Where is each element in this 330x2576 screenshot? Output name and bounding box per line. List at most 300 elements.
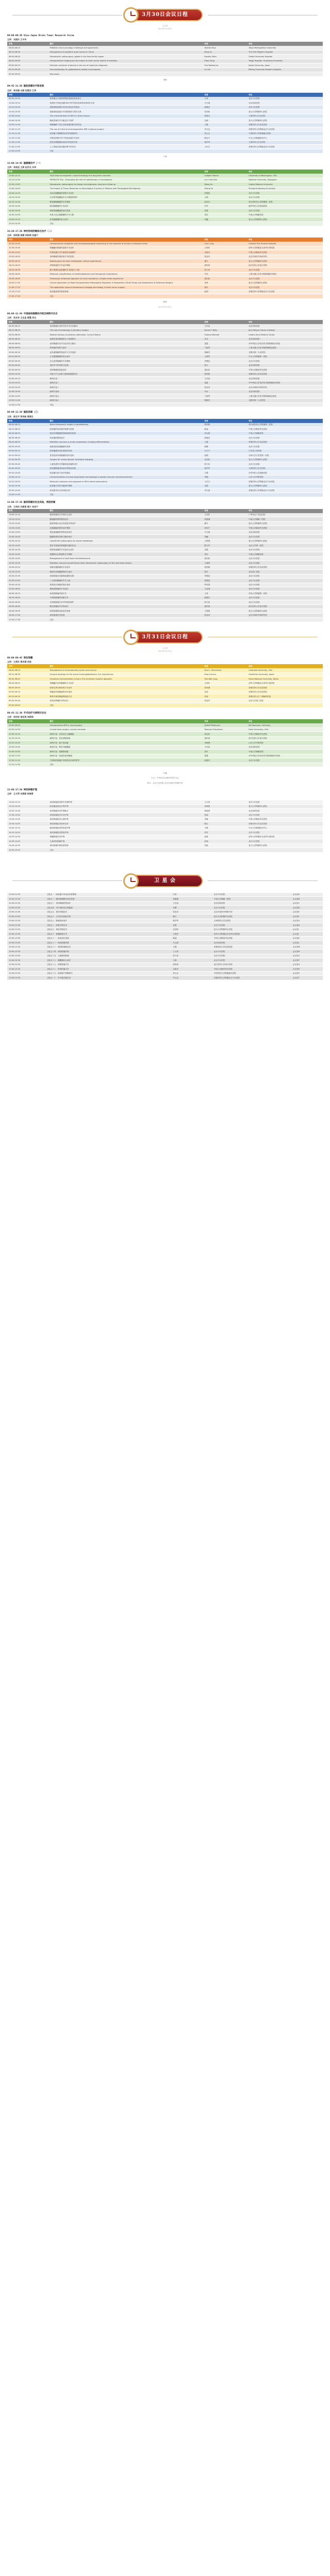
cell-speaker: 杨瑞青	[203, 809, 247, 813]
cell-speaker: 吴震	[171, 923, 212, 927]
cell-org: 首都医科大学附属北京天坛医院	[247, 290, 323, 294]
cell-speaker: 王任直	[203, 324, 247, 328]
table-row	[7, 914, 323, 919]
column-header-topic: 题目	[50, 796, 54, 799]
cell-speaker: 吴震	[203, 209, 247, 213]
cell-topic: 病例讨论：岩斜区巨大脑膜瘤	[48, 732, 203, 736]
cell-org: 中南大学湘雅医院	[247, 552, 323, 556]
cell-time: 08:35-08:45	[7, 337, 48, 341]
table-row	[7, 290, 323, 294]
cell-org: 复旦大学附属华山医院	[247, 484, 323, 488]
cell-speaker: 鲁晓杰	[203, 398, 247, 402]
table-row	[7, 579, 323, 583]
table-row	[7, 539, 323, 543]
table-row	[7, 272, 323, 276]
cell-topic: 脊髓髓内室管膜瘤的手术治疗	[48, 681, 203, 685]
cell-time: 11:50-12:00	[7, 149, 48, 153]
cell-topic: 卫星会五：神经内镜技术	[45, 910, 171, 914]
cell-speaker: 陈文华	[203, 544, 247, 548]
table-row	[7, 101, 323, 105]
session-chair: 主持：周良辅 毛颖 赵继宗 江涛	[7, 89, 37, 92]
cell-org: Seoul National University, Korea	[247, 677, 323, 681]
cell-topic: 卫星会十七：颅咽管瘤手术	[45, 962, 171, 967]
cell-speaker: 王任直	[171, 901, 212, 905]
column-header-topic: 题目	[48, 664, 203, 668]
cell-org: 无锡市第二人民医院	[247, 398, 323, 402]
cell-topic: 颅底重建技术进展	[48, 613, 203, 617]
table-row	[7, 910, 323, 914]
table-row	[7, 822, 323, 826]
cell-topic: 卫星会十一：免疫治疗进展	[45, 936, 171, 940]
cell-speaker: 周定标	[203, 732, 247, 736]
cell-speaker: 李储忠	[203, 574, 247, 578]
cell-time: 08:30-08:45	[7, 55, 48, 59]
cell-topic: Radiation necrosis vs tumor progression: imaging differentiation	[48, 440, 203, 444]
table-row	[7, 457, 323, 462]
cell-org: 中国人民解放军总医院	[247, 526, 323, 530]
table-row	[7, 385, 323, 389]
cell-speaker: 乔慧	[171, 906, 212, 910]
cell-room: 会议室P	[291, 958, 323, 962]
cell-topic: Discussion	[48, 72, 203, 76]
cell-org: Chinese PLA General Hospital	[247, 242, 323, 246]
table-row	[7, 954, 323, 958]
cell-topic: 脊髓髓内肿瘤的显微手术治疗	[48, 246, 203, 250]
cell-speaker: 王文荣	[171, 950, 212, 954]
table-header-row	[7, 238, 323, 242]
cell-time: 10:05-10:15	[7, 475, 48, 479]
cell-time: 14:40-14:50	[7, 209, 48, 213]
column-header-org: 单位	[247, 719, 323, 723]
cell-speaker: 王贵怀	[203, 681, 247, 685]
column-header-org: 单位	[247, 93, 323, 97]
session-chair: 主持：张亚卓 王任直 雷霆 幸兵	[7, 316, 37, 319]
cell-time: 12:00-12:30	[7, 945, 45, 949]
table-row	[7, 127, 323, 131]
cell-time: 13:55-14:05	[7, 535, 48, 539]
table-row	[7, 517, 323, 521]
table-row	[7, 971, 323, 975]
cell-time: 15:35-15:45	[7, 579, 48, 583]
column-header-topic: 题目	[48, 238, 203, 242]
cell-speaker: 王伟民	[203, 513, 247, 517]
cell-topic: Intraoperative MRI in neurosurgery	[48, 723, 203, 727]
cell-speaker: 余新光	[171, 967, 212, 971]
cell-time: 09:35-09:45	[7, 703, 48, 707]
cell-topic: 脑膜转移的诊断与鞘内治疗	[48, 535, 203, 539]
cell-speaker: 陈忠平	[203, 136, 247, 140]
cell-org: 北京天坛医院	[247, 195, 323, 199]
column-header-org: 单位	[247, 509, 323, 513]
cell-topic: 讨论	[48, 618, 203, 622]
cell-topic: 后颅窝肿瘤手术中的神经保护	[48, 600, 203, 604]
table-row	[7, 681, 323, 685]
session-10	[7, 789, 323, 853]
table-row	[7, 736, 323, 740]
table-row	[7, 750, 323, 754]
cell-time: 09:45-09:55	[7, 723, 48, 727]
cell-speaker: 王磊	[203, 440, 247, 444]
cell-speaker: 王磊	[203, 123, 247, 127]
table-row	[7, 583, 323, 587]
cell-org: 复旦大学附属华山医院	[212, 927, 291, 931]
cell-speaker: 毛颖	[203, 118, 247, 123]
cell-speaker	[203, 618, 247, 622]
table-row	[7, 839, 323, 843]
cell-topic: 胶质瘤干细胞靶向治疗的基础研究	[48, 131, 203, 135]
cell-speaker	[203, 222, 247, 226]
cell-org: 复旦大学附属华山医院	[247, 843, 323, 848]
cell-speaker: 宋琦	[203, 281, 247, 285]
column-header-name: 讲者	[203, 419, 247, 423]
cell-speaker: 王硕	[171, 958, 212, 962]
cell-org: 北京市神经外科研究所	[247, 385, 323, 389]
cell-speaker: 王任直	[203, 377, 247, 381]
cell-org: 中国人民解放军总医院	[247, 250, 323, 255]
cell-speaker: 王任直	[203, 745, 247, 749]
cell-topic: 卫星会十四：神经肿瘤护理	[45, 950, 171, 954]
cell-topic: Skull base meningioma: surgical strategy and long-term outcome	[48, 174, 203, 178]
cell-speaker: 吴震	[203, 548, 247, 552]
clock-icon	[123, 7, 139, 23]
cell-time: 14:05-14:15	[7, 826, 48, 830]
cell-speaker: 刘庆	[203, 552, 247, 556]
cell-speaker: 李文斌	[203, 488, 247, 493]
cell-topic: 脑转移瘤立体定向放射外科治疗	[48, 521, 203, 526]
cell-topic: 卫星会七：肿瘤电场治疗	[45, 919, 171, 923]
cell-topic: 病例讨论二	[48, 381, 203, 385]
cell-topic: PROMOTE Trial - Evaluating the role of radiotherapy in meningioma	[48, 178, 203, 182]
cell-speaker: 朱巍	[203, 217, 247, 222]
cell-org: 天津医科大学总医院	[247, 114, 323, 118]
table-row	[7, 368, 323, 372]
cell-room: 会议室R	[291, 967, 323, 971]
table-row	[7, 530, 323, 534]
cell-speaker: 李文良	[203, 127, 247, 131]
cell-org: 中国人民解放军总医院	[212, 936, 291, 940]
cell-topic: 颅眶沟通肿瘤的手术治疗	[48, 565, 203, 569]
cell-topic: Cranial base surgery: current concepts	[48, 727, 203, 732]
cell-time: 12:00-12:30	[7, 914, 45, 919]
cell-org: 无锡市第二人民医院	[247, 350, 323, 354]
day2-date: 2013年3月31日	[158, 650, 172, 653]
table-row	[7, 826, 323, 830]
day1-banner-title: 3月30日会议日程	[142, 11, 188, 18]
cell-time: 16:35-16:45	[7, 272, 48, 276]
schedule-table	[7, 93, 323, 154]
table-row	[7, 346, 323, 350]
cell-topic: Clinical Application of Rapid Intraoperative Pathological Diagnosis: A Prospective Cohort Study and Assessment of Detection Margins	[48, 281, 203, 285]
cell-org: 北京天坛医院	[247, 191, 323, 195]
cell-org: 复旦大学附属华山医院	[247, 259, 323, 263]
cell-topic: 卫星会一：胶质瘤个体化治疗新策略	[45, 893, 171, 897]
cell-time: 12:00-12:30	[7, 962, 45, 967]
cell-speaker: Liu Lei	[203, 67, 247, 72]
table-row	[7, 535, 323, 539]
cell-org: 苏州大学附属第一医院	[247, 591, 323, 596]
cell-time: 14:35-14:45	[7, 839, 48, 843]
cell-time: 14:45-14:55	[7, 556, 48, 561]
cell-speaker	[203, 848, 247, 852]
cell-time: 08:30-08:45	[7, 677, 48, 681]
cell-time: 08:15-08:25	[7, 427, 48, 431]
cell-time: 09:45-10:00	[7, 97, 48, 101]
cell-speaker: 蒋传路	[203, 423, 247, 427]
cell-time: 09:55-10:05	[7, 727, 48, 732]
table-row	[7, 97, 323, 101]
cell-time: 10:35-10:45	[7, 745, 48, 749]
cell-time: 15:35-15:45	[7, 246, 48, 250]
table-row	[7, 893, 323, 897]
cell-speaker: 菅凤增	[203, 686, 247, 690]
cell-speaker: 张亚卓	[203, 255, 247, 259]
table-row	[7, 484, 323, 488]
column-header-name: 讲者	[203, 93, 247, 97]
table-row	[7, 445, 323, 449]
cell-org: 上海交通大学医学院附属瑞金医院	[247, 394, 323, 398]
schedule-table	[7, 238, 323, 298]
cell-time: 16:15-16:25	[7, 596, 48, 600]
cell-org: Duke University, USA	[247, 727, 323, 732]
table-row	[7, 363, 323, 367]
table-row	[7, 677, 323, 681]
cell-topic: 讨论	[48, 403, 203, 407]
cell-time: 10:20-10:30	[7, 110, 48, 114]
cell-org: 中国医科大学附属盛京医院	[247, 131, 323, 135]
cell-speaker: 吴劲松	[203, 457, 247, 462]
cell-topic: Endoscopic endonasal approach to clival chordoma: a single center experience	[48, 277, 203, 281]
cell-time: 13:45-14:00	[7, 187, 48, 191]
cell-org: 北京协和医院	[247, 809, 323, 813]
cell-speaker: 王引言	[203, 480, 247, 484]
cell-time: 13:25-13:35	[7, 809, 48, 813]
cell-time: 13:15-13:30	[7, 178, 48, 182]
cell-topic: 讨论	[48, 222, 203, 226]
cell-org: 中国人民解放军总医院	[247, 817, 323, 821]
cell-time: 09:35-09:45	[7, 363, 48, 367]
cell-speaker: 余新光	[203, 250, 247, 255]
table-row	[7, 263, 323, 267]
cell-time: 08:45-08:55	[7, 440, 48, 444]
table-row	[7, 927, 323, 931]
cell-speaker: 陈凌	[171, 936, 212, 940]
cell-speaker: 王忠诚	[203, 587, 247, 591]
cell-org: 首都医科大学宣武医院	[247, 822, 323, 826]
table-row	[7, 200, 323, 204]
cell-time: 15:10-15:20	[7, 222, 48, 226]
cell-topic: 高级别胶质瘤术后同步放化疗的规范	[48, 105, 203, 109]
cell-time: 12:00-12:30	[7, 897, 45, 901]
cell-speaker: Wang Hu	[203, 182, 247, 187]
day1-date: 2013年3月30日	[158, 28, 172, 30]
cell-speaker: 张秋航	[203, 372, 247, 376]
table-row	[7, 609, 323, 613]
cell-time: 14:15-14:25	[7, 831, 48, 835]
cell-org: 吉林大学白求恩第一医院	[247, 453, 323, 457]
cell-time: 10:25-10:35	[7, 385, 48, 389]
table-row	[7, 342, 323, 346]
cell-speaker: 雷霆	[203, 342, 247, 346]
cell-time: 11:40-11:50	[7, 145, 48, 149]
cell-time: 14:25-14:35	[7, 548, 48, 552]
cell-time: 14:30-14:40	[7, 204, 48, 208]
table-row	[7, 136, 323, 140]
cell-time: 08:15-08:30	[7, 672, 48, 676]
cell-org: 北京天坛医院	[247, 462, 323, 466]
table-row	[7, 268, 323, 272]
cell-speaker: 康春生	[203, 114, 247, 118]
cell-time: 09:25-09:35	[7, 457, 48, 462]
cell-time: 08:00-08:15	[7, 668, 48, 672]
cell-time: 14:10-14:20	[7, 195, 48, 199]
table-row	[7, 521, 323, 526]
cell-time: 13:00-13:15	[7, 800, 48, 804]
cell-topic: 鞍区肿瘤的多学科治疗	[48, 604, 203, 608]
table-header-row	[7, 796, 323, 800]
cell-time: 10:50-11:00	[7, 123, 48, 127]
table-row	[7, 727, 323, 732]
cell-org: 华中科技大学同济医学院附属同济医院	[247, 342, 323, 346]
cell-topic: 巨大垂体腺瘤的手术策略	[48, 359, 203, 363]
cell-org	[247, 493, 323, 497]
cell-speaker: 吴劲松	[171, 927, 212, 931]
cell-time: 12:00-12:30	[7, 927, 45, 931]
table-row	[7, 741, 323, 745]
cell-speaker: 李刚	[203, 475, 247, 479]
column-header-topic: 题目	[48, 719, 203, 723]
cell-speaker: 王硕	[203, 195, 247, 199]
cell-org: 首都医科大学附属北京天坛医院	[247, 145, 323, 149]
column-header-name: 讲者	[203, 42, 247, 46]
cell-speaker: 卞留贯	[203, 346, 247, 350]
cell-speaker: 马文斌	[203, 101, 247, 105]
column-header-time: 时间	[7, 170, 48, 174]
session-8	[7, 657, 323, 708]
cell-time: 10:15-10:25	[7, 480, 48, 484]
table-row	[7, 732, 323, 736]
cell-speaker: 杨学军	[203, 466, 247, 470]
cell-time: 09:25-09:35	[7, 359, 48, 363]
cell-topic: Management of intramedullary spinal cord tumors	[48, 668, 203, 672]
cell-room: 会议室T	[291, 976, 323, 980]
cell-topic: The role of endoscopy in pituitary surgery	[48, 328, 203, 332]
day1-banner	[7, 7, 323, 23]
schedule-table	[7, 419, 323, 497]
table-row	[7, 281, 323, 285]
table-row	[7, 394, 323, 398]
cell-speaker: 游赣	[203, 445, 247, 449]
session-chair: 主持：王伟民 刘窗溪 潘力 张剑宁	[7, 505, 39, 508]
cell-topic: Novel therapeutic targets in glioblastoma	[48, 423, 203, 427]
cell-time: 10:40-10:50	[7, 118, 48, 123]
table-row	[7, 800, 323, 804]
table-row	[7, 46, 323, 50]
cell-speaker: Shao Gang	[203, 59, 247, 63]
cell-speaker: 吴浩	[203, 690, 247, 694]
table-row	[7, 574, 323, 578]
table-header-row	[7, 509, 323, 513]
cell-time: 10:10-10:20	[7, 105, 48, 109]
cell-speaker: 张俊廷	[203, 191, 247, 195]
cell-speaker: 范涛	[203, 694, 247, 699]
cell-speaker: 刘云会	[171, 971, 212, 975]
table-row	[7, 694, 323, 699]
cell-speaker: 漆松涛	[203, 263, 247, 267]
column-header-name: 讲者	[203, 719, 247, 723]
cell-org: 北京天坛医院	[247, 831, 323, 835]
table-header-row	[7, 320, 323, 324]
cell-speaker: 王恩敏	[203, 539, 247, 543]
cell-topic: 颈静脉孔区肿瘤的手术策略	[48, 552, 203, 556]
cell-org: 北京天坛医院	[247, 105, 323, 109]
cell-speaker: 邱晓光	[203, 105, 247, 109]
cell-topic: 黑色素瘤脑转移的免疫治疗	[48, 530, 203, 534]
session-6	[7, 411, 323, 497]
table-row	[7, 668, 323, 672]
cell-topic: 库欣病的诊断与治疗	[48, 346, 203, 350]
cell-org: 北京天坛医院	[247, 758, 323, 762]
table-row	[7, 213, 323, 217]
cell-org	[247, 618, 323, 622]
cell-topic: 胶质瘤肿瘤电场治疗的临床实践	[48, 466, 203, 470]
cell-time: 15:05-15:15	[7, 565, 48, 569]
cell-speaker: 鲁晓杰	[203, 350, 247, 354]
cell-org: 中国人民解放军总医院	[212, 967, 291, 971]
cell-time: 13:15-13:25	[7, 804, 48, 808]
cell-topic: 听神经瘤手术中面神经功能保护	[48, 250, 203, 255]
cell-topic: 肺癌脑转移的靶向治疗	[48, 517, 203, 521]
table-row	[7, 350, 323, 354]
cell-room: 会议室I	[291, 927, 323, 931]
cell-topic: The application value of fluorescence imaging technology in brain tumor surgery	[48, 285, 203, 290]
banner-divider-left	[12, 880, 122, 881]
cell-speaker: 刘庆	[203, 213, 247, 217]
cell-topic: 垂体腺瘤的放射治疗	[48, 368, 203, 372]
cell-speaker: 王贵怀	[171, 932, 212, 936]
cell-speaker: 潘力	[171, 914, 212, 919]
table-row	[7, 398, 323, 402]
cell-org: 北京市神经外科研究所	[247, 613, 323, 617]
table-row	[7, 204, 323, 208]
cell-speaker: 张丽	[203, 813, 247, 817]
cell-topic: 卫星会六：立体定向放射外科	[45, 914, 171, 919]
cell-topic: Intradural extramedullary tumors: the minimally invasive approach	[48, 677, 203, 681]
table-row	[7, 359, 323, 363]
cell-speaker: Hee-Won Jung	[203, 677, 247, 681]
cell-time: 15:20-15:35	[7, 242, 48, 246]
cell-time: 11:20-11:30	[7, 136, 48, 140]
cell-org: 北京天坛医院	[247, 600, 323, 604]
cell-topic: 病例讨论一	[48, 377, 203, 381]
session-title: 13:00-17:30 神经肿瘤护理	[7, 788, 38, 791]
table-row	[7, 613, 323, 617]
cell-time: 16:55-17:05	[7, 281, 48, 285]
cell-topic: 卫星会二十：术中磁共振应用	[45, 976, 171, 980]
cell-org: 南方医科大学南方医院	[247, 736, 323, 740]
cell-topic: 病例讨论：鞍结节脑膜瘤	[48, 745, 203, 749]
table-row	[7, 817, 323, 821]
day2-banner-pill	[127, 631, 203, 643]
cell-org: 天津医科大学总医院	[247, 140, 323, 144]
cell-org: 北京协和医院	[212, 941, 291, 945]
column-header-time: 时间	[7, 320, 48, 324]
cell-org: 南方医科大学南方医院	[247, 604, 323, 608]
cell-time: 17:15-17:25	[7, 290, 48, 294]
cell-topic: 讨论	[48, 149, 203, 153]
cell-room: 会议室L	[291, 941, 323, 945]
table-header-row	[7, 719, 323, 723]
cell-time: 09:15-09:30	[7, 67, 48, 72]
